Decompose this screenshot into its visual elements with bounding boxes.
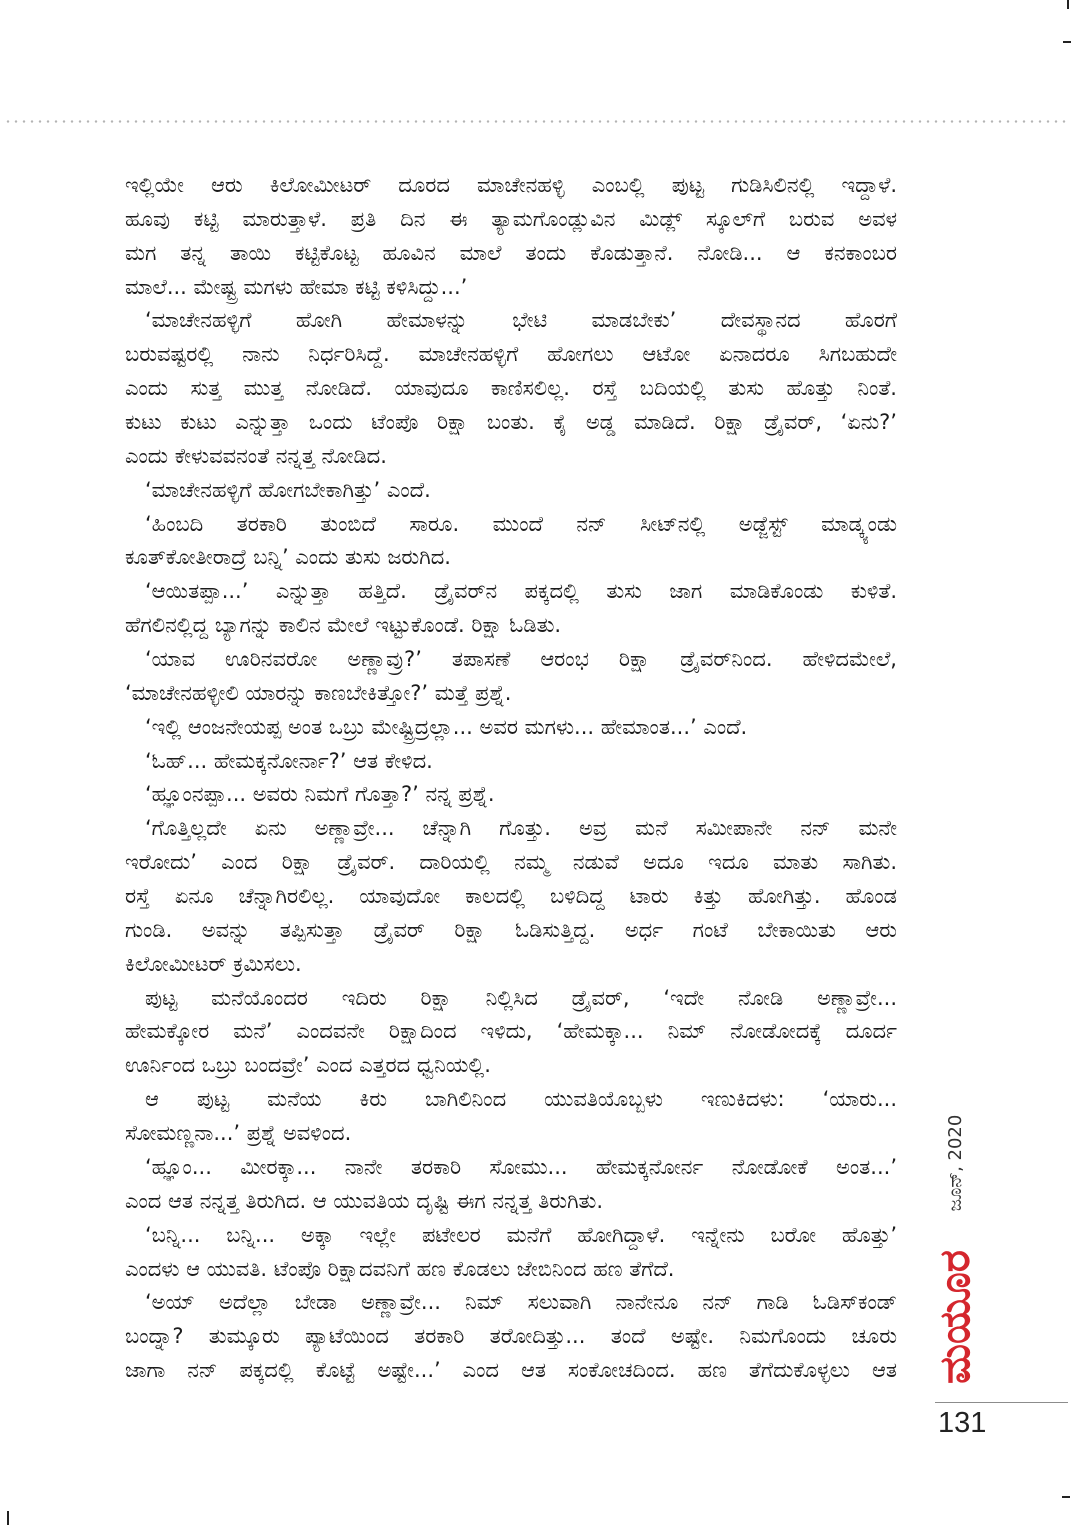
text-line: ಊರ್ನಿಂದ ಒಬ್ರು ಬಂದವ್ರೇ’ ಎಂದ ಎತ್ತರದ ಧ್ವನಿಯಲ್ಲಿ.	[125, 1053, 491, 1078]
text-line: ‘ಅಯ್ ಅದೆಲ್ಲಾ ಬೇಡಾ ಅಣ್ಣಾವ್ರೇ... ನಿಮ್ ಸಲುವಾಗಿ ನಾನೇನೂ ನನ್ ಗಾಡಿ ಓಡಿಸ್‌ಕಂಡ್	[145, 1290, 897, 1315]
text-line: ‘ಮಾಚೇನಹಳ್ಳಿಗೆ ಹೋಗಿ ಹೇಮಾಳನ್ನು ಭೇಟಿ ಮಾಡಬೇಕು’ ದೇವಸ್ಥಾನದ ಹೊರಗೆ	[145, 308, 897, 333]
text-line: ಎಂದು ಕೇಳುವವನಂತೆ ನನ್ನತ್ತ ನೋಡಿದ.	[125, 443, 387, 468]
text-line: ಸೋಮಣ್ಣನಾ...’ ಪ್ರಶ್ನೆ ಅವಳಿಂದ.	[125, 1121, 352, 1146]
magazine-logo: ಮಯೂರ	[930, 1250, 979, 1384]
text-line: ಮಾಲೆ... ಮೇಷ್ಟ್ರ ಮಗಳು ಹೇಮಾ ಕಟ್ಟಿ ಕಳಿಸಿದ್ದು...’	[125, 274, 468, 299]
paragraph	[125, 575, 897, 643]
text-line: ‘ಇಲ್ಲಿ ಆಂಜನೇಯಪ್ಪ ಅಂತ ಒಬ್ರು ಮೇಷ್ಟ್ರಿದ್ರಲ್ಲಾ... ಅವರ ಮಗಳು... ಹೇಮಾಂತ...’ ಎಂದೆ.	[145, 714, 748, 739]
text-line: ‘ಹ್ಞೂಂ... ಮೀರಕ್ಕಾ... ನಾನೇ ತರಕಾರಿ ಸೋಮು... ಹೇಮಕ್ಕನೋರ್ನ ನೋಡೋಕೆ ಅಂತ...’	[145, 1154, 897, 1179]
paragraph	[125, 745, 897, 779]
text-line: ಎಂದು ಸುತ್ತ ಮುತ್ತ ನೋಡಿದೆ. ಯಾವುದೂ ಕಾಣಿಸಲಿಲ್ಲ. ರಸ್ತೆ ಬದಿಯಲ್ಲಿ ತುಸು ಹೊತ್ತು ನಿಂತೆ.	[125, 376, 897, 401]
text-line: ಹೇಮಕ್ಕೋರ ಮನೆ’ ಎಂದವನೇ ರಿಕ್ಷಾದಿಂದ ಇಳಿದು, ‘ಹೇಮಕ್ಕಾ... ನಿಮ್ ನೋಡೋದಕ್ಕೆ ದೂರ್ದ	[125, 1019, 897, 1044]
text-line: ಎಂದಳು ಆ ಯುವತಿ. ಟೆಂಪೊ ರಿಕ್ಷಾದವನಿಗೆ ಹಣ ಕೊಡಲು ಜೇಬಿನಿಂದ ಹಣ ತೆಗೆದೆ.	[125, 1256, 675, 1281]
text-line: ಕಿಲೋಮೀಟರ್ ಕ್ರಮಿಸಲು.	[125, 951, 302, 976]
paragraph	[125, 1286, 897, 1388]
paragraph	[125, 508, 897, 576]
text-line: ಇರೋದು’ ಎಂದ ರಿಕ್ಷಾ ಡ್ರೈವರ್. ದಾರಿಯಲ್ಲಿ ನಮ್ಮ ನಡುವೆ ಅದೂ ಇದೂ ಮಾತು ಸಾಗಿತು.	[125, 850, 897, 875]
paragraph	[125, 1151, 897, 1219]
text-line: ‘ಬನ್ನಿ... ಬನ್ನಿ... ಅಕ್ಕಾ ಇಲ್ಲೇ ಪಟೇಲರ ಮನೆಗೆ ಹೋಗಿದ್ದಾಳೆ. ಇನ್ನೇನು ಬರೋ ಹೊತ್ತು’	[145, 1222, 897, 1247]
text-line: ಎಂದ ಆತ ನನ್ನತ್ತ ತಿರುಗಿದ. ಆ ಯುವತಿಯ ದೃಷ್ಟಿ ಈಗ ನನ್ನತ್ತ ತಿರುಗಿತು.	[125, 1188, 604, 1213]
text-line: ಜಾಗಾ ನನ್ ಪಕ್ಕದಲ್ಲಿ ಕೊಟ್ಟೆ ಅಷ್ಟೇ...’ ಎಂದ ಆತ ಸಂಕೋಚದಿಂದ. ಹಣ ತೆಗೆದುಕೊಳ್ಳಲು ಆತ	[125, 1358, 897, 1383]
paragraph	[125, 982, 897, 1084]
text-line: ಮಗ ತನ್ನ ತಾಯಿ ಕಟ್ಟಿಕೊಟ್ಟ ಹೂವಿನ ಮಾಲೆ ತಂದು ಕೊಡುತ್ತಾನೆ. ನೋಡಿ... ಆ ಕನಕಾಂಬರ	[125, 240, 897, 265]
text-line: ಬರುವಷ್ಟರಲ್ಲಿ ನಾನು ನಿರ್ಧರಿಸಿದ್ದೆ. ಮಾಚೇನಹಳ್ಳಿಗೆ ಹೋಗಲು ಆಟೋ ಏನಾದರೂ ಸಿಗಬಹುದೇ	[125, 342, 897, 367]
paragraph	[125, 778, 897, 812]
paragraph	[125, 304, 897, 473]
text-line: ‘ಹ್ಞೂಂನಪ್ಪಾ... ಅವರು ನಿಮಗೆ ಗೊತ್ತಾ?’ ನನ್ನ ಪ್ರಶ್ನೆ.	[145, 782, 495, 807]
page-number: 131	[938, 1407, 987, 1439]
paragraph	[125, 812, 897, 981]
crop-mark	[1063, 41, 1071, 43]
text-line: ಆ ಪುಟ್ಟ ಮನೆಯ ಕಿರು ಬಾಗಿಲಿನಿಂದ ಯುವತಿಯೊಬ್ಬಳು ಇಣುಕಿದಳು: ‘ಯಾರು...	[145, 1087, 897, 1112]
paragraph	[125, 1083, 897, 1151]
text-line: ಕುಟು ಕುಟು ಎನ್ನುತ್ತಾ ಒಂದು ಟೆಂಪೊ ರಿಕ್ಷಾ ಬಂತು. ಕೈ ಅಡ್ಡ ಮಾಡಿದೆ. ರಿಕ್ಷಾ ಡ್ರೈವರ್, ‘ಏನು?’	[125, 410, 897, 435]
crop-mark	[1062, 1496, 1070, 1498]
text-line: ಹೆಗಲಿನಲ್ಲಿದ್ದ ಬ್ಯಾಗನ್ನು ಕಾಲಿನ ಮೇಲೆ ಇಟ್ಟುಕೊಂಡೆ. ರಿಕ್ಷಾ ಓಡಿತು.	[125, 613, 562, 638]
issue-date: ಜೂನ್, 2020	[945, 1114, 966, 1212]
article-body	[125, 169, 897, 1388]
text-line: ‘ಮಾಚೇನಹಳ್ಳಿಗೆ ಹೋಗಬೇಕಾಗಿತ್ತು’ ಎಂದೆ.	[145, 477, 431, 502]
paragraph	[125, 169, 897, 304]
text-line: ‘ಹಿಂಬದಿ ತರಕಾರಿ ತುಂಬಿದೆ ಸಾರೂ. ಮುಂದೆ ನನ್ ಸೀಟ್‌ನಲ್ಲಿ ಅಡ್ಜೆಸ್ಟ್ ಮಾಡ್ಕ್ಯಂಡು	[145, 511, 897, 536]
text-line: ‘ಓಹ್... ಹೇಮಕ್ಕನೋರ್ನಾ?’ ಆತ ಕೇಳಿದ.	[145, 748, 433, 773]
text-line: ಗುಂಡಿ. ಅವನ್ನು ತಪ್ಪಿಸುತ್ತಾ ಡ್ರೈವರ್ ರಿಕ್ಷಾ ಓಡಿಸುತ್ತಿದ್ದ. ಅರ್ಧ ಗಂಟೆ ಬೇಕಾಯಿತು ಆರು	[125, 917, 897, 942]
text-line: ಹೂವು ಕಟ್ಟಿ ಮಾರುತ್ತಾಳೆ. ಪ್ರತಿ ದಿನ ಈ ತ್ಯಾಮಗೊಂಡ್ಲುವಿನ ಮಿಡ್ಲ್ ಸ್ಕೂಲ್‌ಗೆ ಬರುವ ಅವಳ	[125, 206, 897, 231]
text-line: ಪುಟ್ಟ ಮನೆಯೊಂದರ ಇದಿರು ರಿಕ್ಷಾ ನಿಲ್ಲಿಸಿದ ಡ್ರೈವರ್, ‘ಇದೇ ನೋಡಿ ಅಣ್ಣಾವ್ರೇ...	[145, 985, 897, 1010]
text-line: ಕೂತ್‌ಕೋತೀರಾದ್ರೆ ಬನ್ನಿ’ ಎಂದು ತುಸು ಜರುಗಿದ.	[125, 545, 451, 570]
paragraph	[125, 711, 897, 745]
crop-mark	[7, 1511, 9, 1525]
text-line: ‘ಆಯಿತಪ್ಪಾ...’ ಎನ್ನುತ್ತಾ ಹತ್ತಿದೆ. ಡ್ರೈವರ್‌ನ ಪಕ್ಕದಲ್ಲಿ ತುಸು ಜಾಗ ಮಾಡಿಕೊಂಡು ಕುಳಿತೆ.	[145, 579, 897, 604]
text-line: ‘ಯಾವ ಊರಿನವರೋ ಅಣ್ಣಾವ್ರು?’ ತಪಾಸಣೆ ಆರಂಭ ರಿಕ್ಷಾ ಡ್ರೈವರ್‌ನಿಂದ. ಹೇಳಿದಮೇಲೆ,	[145, 647, 897, 672]
paragraph	[125, 474, 897, 508]
text-line: ಇಲ್ಲಿಯೇ ಆರು ಕಿಲೋಮೀಟರ್ ದೂರದ ಮಾಚೇನಹಳ್ಳಿ ಎಂಬಲ್ಲಿ ಪುಟ್ಟ ಗುಡಿಸಿಲಿನಲ್ಲಿ ಇದ್ದಾಳೆ.	[125, 173, 897, 197]
text-line: ಬಂದ್ನಾ? ತುಮ್ಕೂರು ಪ್ಯಾಟೆಯಿಂದ ತರಕಾರಿ ತರೋದಿತ್ತು... ತಂದೆ ಅಷ್ಟೇ. ನಿಮಗೊಂದು ಚೂರು	[125, 1324, 897, 1349]
text-line: ‘ಗೊತ್ತಿಲ್ಲದೇ ಏನು ಅಣ್ಣಾವ್ರೇ... ಚೆನ್ನಾಗಿ ಗೊತ್ತು. ಅವ್ರ ಮನೆ ಸಮೀಪಾನೇ ನನ್ ಮನೇ	[145, 816, 897, 841]
page-number-rule	[935, 1402, 1068, 1403]
text-line: ರಸ್ತೆ ಏನೂ ಚೆನ್ನಾಗಿರಲಿಲ್ಲ. ಯಾವುದೋ ಕಾಲದಲ್ಲಿ ಬಳಿದಿದ್ದ ಟಾರು ಕಿತ್ತು ಹೋಗಿತ್ತು. ಹೊಂಡ	[125, 884, 897, 909]
paragraph	[125, 643, 897, 711]
header-dotted-rule	[4, 120, 1068, 123]
paragraph	[125, 1219, 897, 1287]
crop-mark	[1067, 0, 1069, 9]
text-line: ‘ಮಾಚೇನಹಳ್ಳೀಲಿ ಯಾರನ್ನು ಕಾಣಬೇಕಿತ್ತೋ?’ ಮತ್ತೆ ಪ್ರಶ್ನೆ.	[125, 680, 512, 705]
